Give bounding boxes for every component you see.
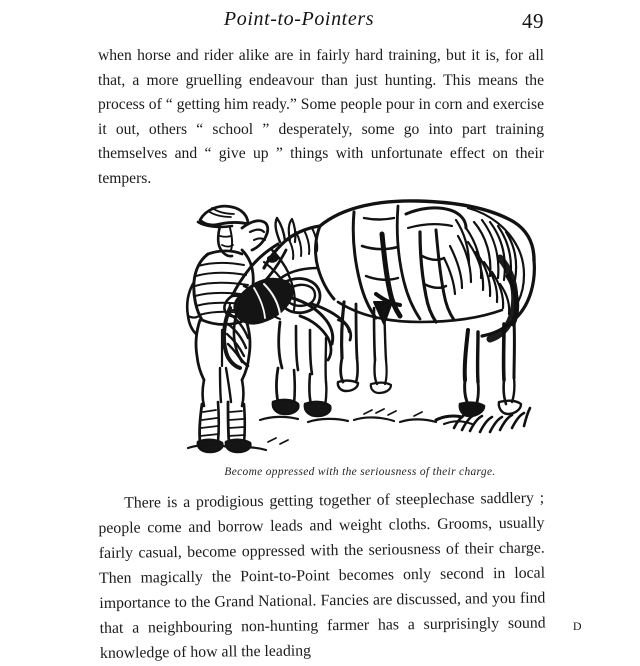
text-block-top [98, 44, 544, 192]
running-head-title: Point-to-Pointers [223, 8, 375, 30]
horse-and-grooms-illustration [168, 198, 552, 464]
paragraph-bottom: There is a prodigious getting together of steeplechase saddlery ; people come and borrow leads and weight cloths. Grooms, usually fairly casual, become oppressed with the seriousness of their charge. Then magically the Point-to-Point becomes only second in local importance to the Grand National. Fancies are discussed, and you find that a neighbouring non-hunting farmer has a surprisingly sound knowledge of how all the leading [98, 489, 546, 662]
text-block-bottom [98, 486, 546, 666]
signature-mark: D [572, 619, 582, 633]
page-number: 49 [522, 9, 544, 33]
illustration-caption: Become oppressed with the seriousness of their charge. [224, 466, 496, 478]
illustration-figure [168, 198, 552, 494]
running-head [98, 8, 544, 36]
paragraph-top: when horse and rider alike are in fairly hard training, but it is, for all that, a more gruelling endeavour than just hunting. This means the process of “ getting him ready.” Some people pour in corn and exercise it out, others “ school ” desperately, some go into part training themselves and “ give up ” things with unfortunate effect on their tempers. [98, 47, 544, 187]
